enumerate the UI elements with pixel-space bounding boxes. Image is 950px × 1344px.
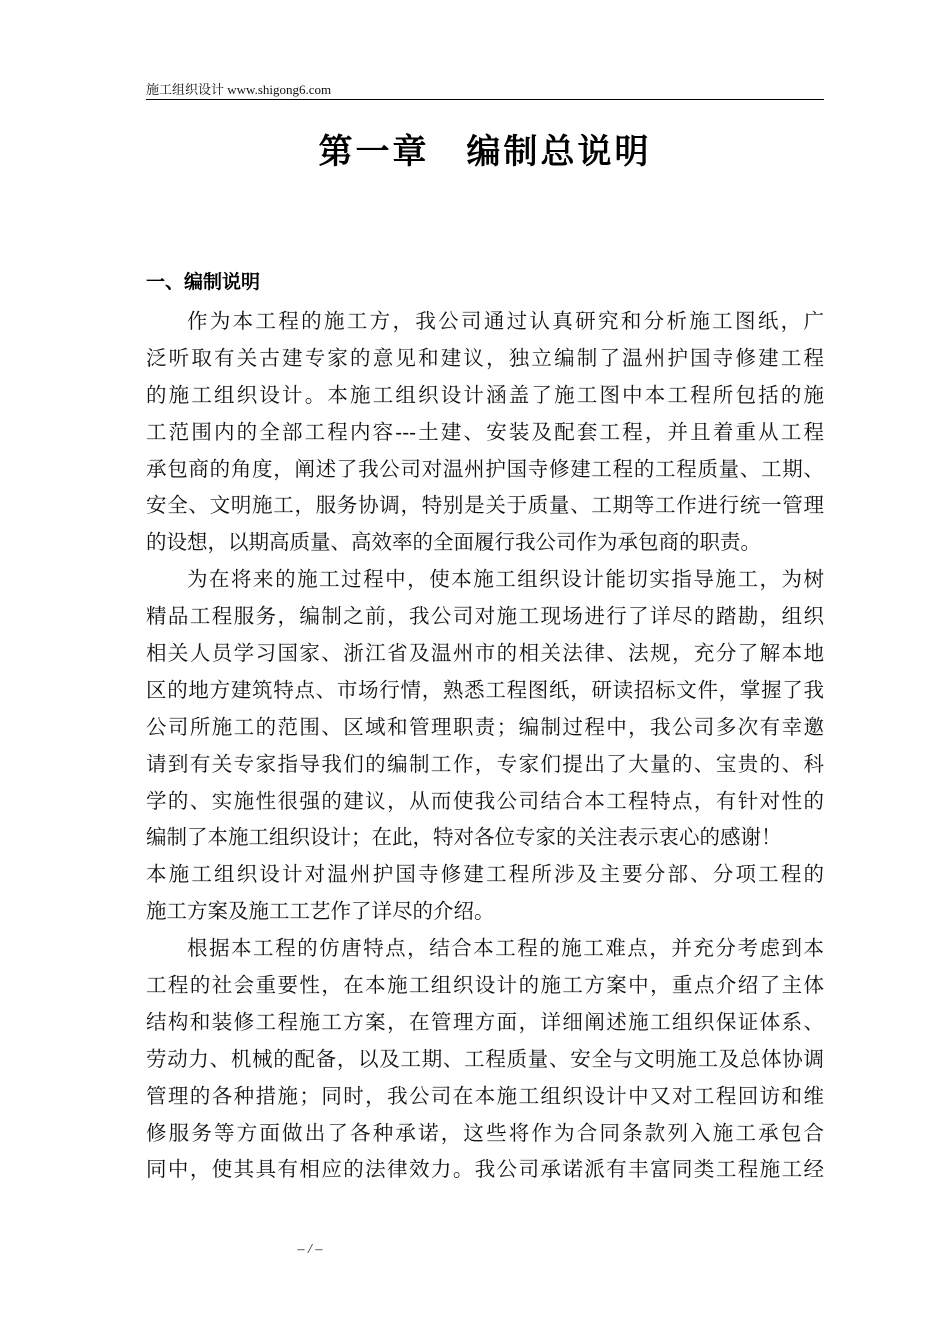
body-line: 学的、实施性很强的建议，从而使我公司结合本工程特点，有针对性的 [146, 788, 824, 813]
body-line: 安全、文明施工，服务协调，特别是关于质量、工期等工作进行统一管理 [146, 493, 824, 518]
body-line: 精品工程服务，编制之前，我公司对施工现场进行了详尽的踏勘，组织 [146, 604, 824, 629]
body-line: 泛听取有关古建专家的意见和建议，独立编制了温州护国寺修建工程 [146, 345, 824, 370]
body-line: 管理的各种措施；同时，我公司在本施工组织设计中又对工程回访和维 [146, 1083, 824, 1108]
page-header [146, 80, 824, 100]
body-line: 相关人员学习国家、浙江省及温州市的相关法律、法规，充分了解本地 [146, 641, 824, 666]
body-line: 工程的社会重要性，在本施工组织设计的施工方案中，重点介绍了主体 [146, 973, 824, 998]
body-line: 区的地方建筑特点、市场行情，熟悉工程图纸，研读招标文件，掌握了我 [146, 677, 824, 702]
body-line: 作为本工程的施工方，我公司通过认真研究和分析施工图纸，广 [187, 309, 824, 333]
chapter-title: 第一章 编制总说明 [318, 132, 652, 172]
body-line: 施工方案及施工工艺作了详尽的介绍。 [146, 899, 495, 924]
body-line: 同中，使其具有相应的法律效力。我公司承诺派有丰富同类工程施工经 [146, 1157, 824, 1182]
body-line: 公司所施工的范围、区域和管理职责；编制过程中，我公司多次有幸邀 [146, 714, 824, 739]
body-line: 请到有关专家指导我们的编制工作，专家们提出了大量的、宝贵的、科 [146, 751, 824, 776]
page-number: – / – [297, 1242, 323, 1257]
header-text: 施工组织设计 www.shigong6.com [146, 82, 332, 97]
body-text [146, 303, 824, 1188]
body-line: 工范围内的全部工程内容---土建、安装及配套工程，并且着重从工程 [146, 419, 824, 444]
body-line: 修服务等方面做出了各种承诺，这些将作为合同条款列入施工承包合 [146, 1120, 824, 1145]
body-line: 的施工组织设计。本施工组织设计涵盖了施工图中本工程所包括的施 [146, 382, 824, 407]
body-line: 根据本工程的仿唐特点，结合本工程的施工难点，并充分考虑到本 [187, 936, 824, 961]
body-line: 的设想，以期高质量、高效率的全面履行我公司作为承包商的职责。 [146, 530, 761, 555]
body-line: 劳动力、机械的配备，以及工期、工程质量、安全与文明施工及总体协调 [146, 1046, 824, 1071]
body-line: 编制了本施工组织设计；在此，特对各位专家的关注表示衷心的感谢！ [146, 825, 782, 850]
section-heading: 一、编制说明 [146, 271, 261, 293]
body-line: 为在将来的施工过程中，使本施工组织设计能切实指导施工，为树 [187, 567, 824, 592]
body-line: 本施工组织设计对温州护国寺修建工程所涉及主要分部、分项工程的 [146, 862, 824, 887]
body-line: 承包商的角度，阐述了我公司对温州护国寺修建工程的工程质量、工期、 [146, 456, 824, 481]
body-line: 结构和装修工程施工方案，在管理方面，详细阐述施工组织保证体系、 [146, 1009, 824, 1034]
